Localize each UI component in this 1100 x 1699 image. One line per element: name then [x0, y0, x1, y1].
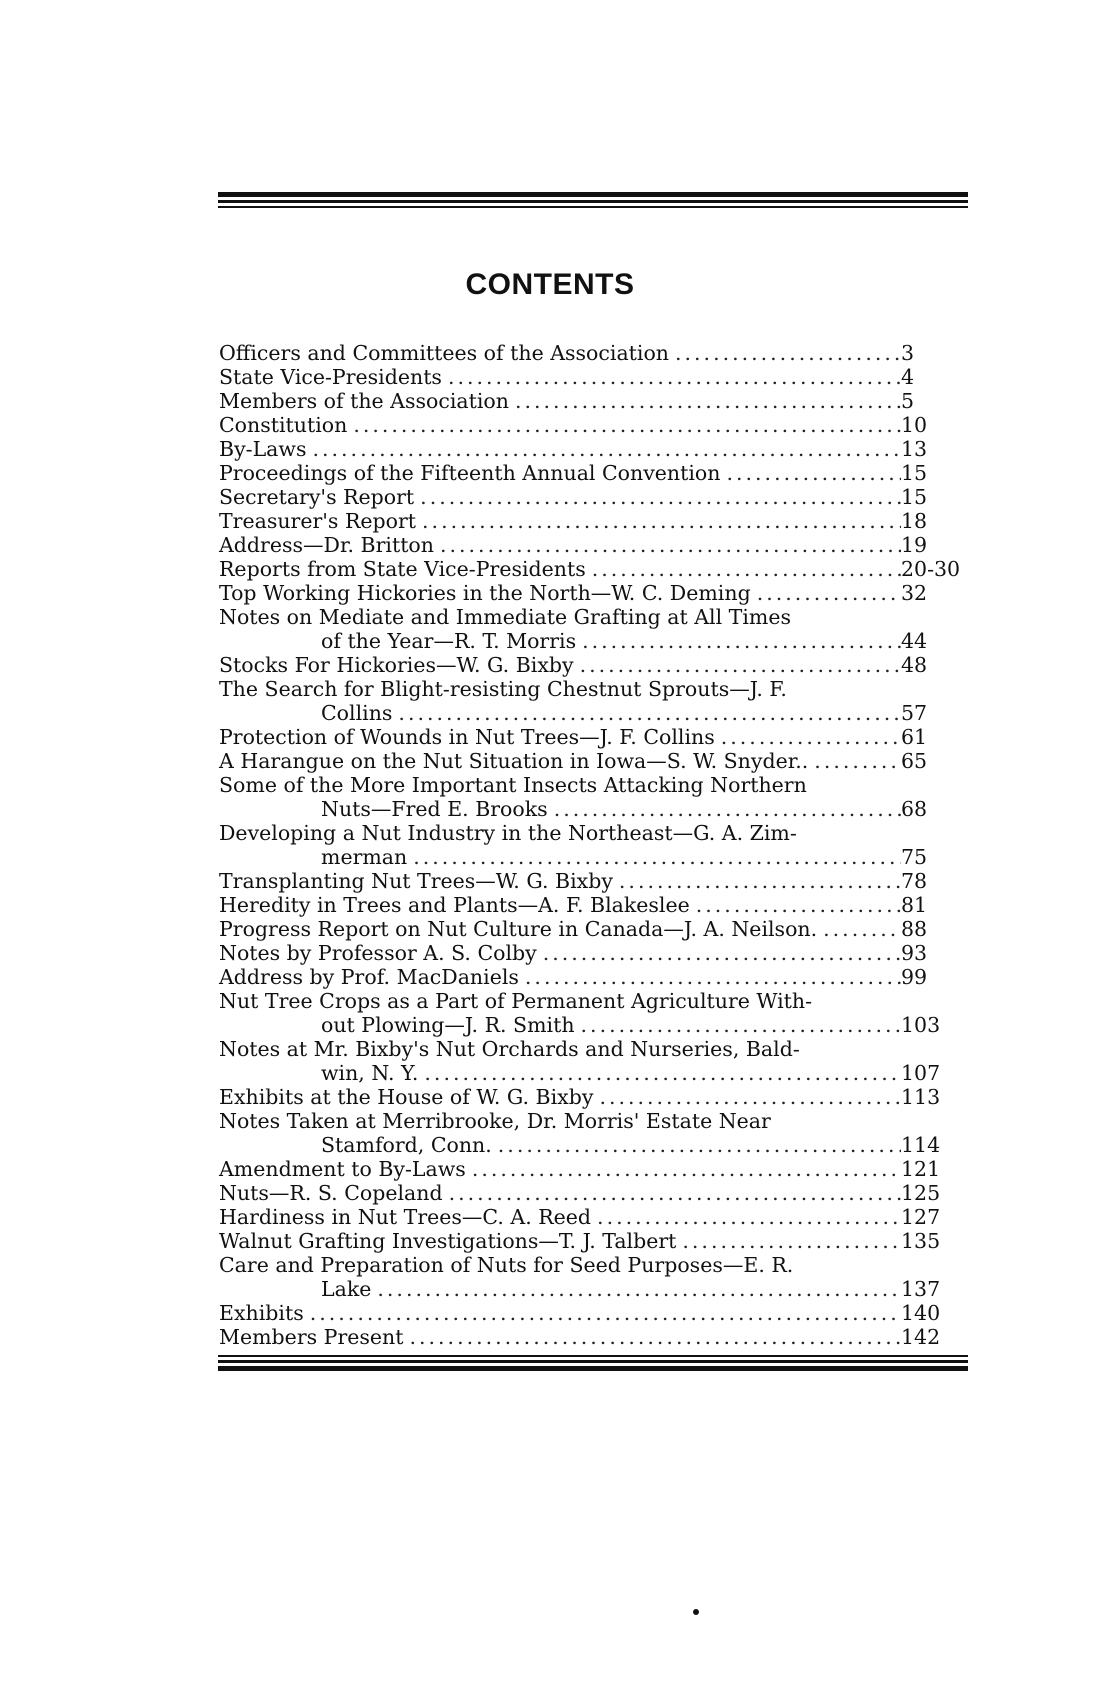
toc-entry	[219, 725, 967, 749]
toc-entry	[219, 605, 967, 653]
toc-entry-title: Officers and Committees of the Association	[219, 341, 669, 365]
dot-leader	[823, 917, 901, 941]
toc-page-number: 140	[901, 1301, 941, 1325]
toc-entry	[219, 581, 967, 605]
dot-leader	[398, 701, 901, 725]
toc-page-number: 3	[901, 341, 915, 365]
toc-entry-title: Developing a Nut Industry in the Northeast—G. A. Zim-	[219, 821, 797, 845]
toc-entry-title: Notes by Professor A. S. Colby	[219, 941, 537, 965]
dot-leader	[599, 1085, 901, 1109]
toc-entry-title: Transplanting Nut Trees—W. G. Bixby	[219, 869, 613, 893]
dot-leader	[422, 509, 901, 533]
toc-page-number: 61	[901, 725, 928, 749]
rule-line	[218, 192, 968, 197]
toc-entry	[219, 1085, 967, 1109]
dot-leader	[515, 389, 901, 413]
toc-entry-title: Nuts—R. S. Copeland	[219, 1181, 443, 1205]
toc-entry-title: Stocks For Hickories—W. G. Bixby	[219, 653, 574, 677]
toc-page-number: 48	[901, 653, 928, 677]
dot-leader	[440, 533, 901, 557]
table-of-contents	[219, 341, 967, 1349]
toc-entry-title: Notes Taken at Merribrooke, Dr. Morris' Estate Near	[219, 1109, 771, 1133]
toc-entry-title: Nut Tree Crops as a Part of Permanent Agriculture With-	[219, 989, 813, 1013]
toc-page-number: 78	[901, 869, 928, 893]
dot-leader	[580, 653, 901, 677]
rule-line	[218, 1355, 968, 1357]
dot-leader	[543, 941, 901, 965]
toc-entry	[219, 461, 967, 485]
dot-leader	[413, 845, 901, 869]
toc-page-number: 93	[901, 941, 928, 965]
dot-leader	[353, 413, 901, 437]
toc-entry-title: Top Working Hickories in the North—W. C. Deming	[219, 581, 751, 605]
dot-leader	[675, 341, 901, 365]
toc-entry	[219, 485, 967, 509]
toc-entry-title: Notes at Mr. Bixby's Nut Orchards and Nurseries, Bald-	[219, 1037, 800, 1061]
dot-leader	[312, 437, 901, 461]
toc-entry	[219, 941, 967, 965]
toc-entry	[219, 509, 967, 533]
dot-leader	[619, 869, 901, 893]
toc-entry-title: Hardiness in Nut Trees—C. A. Reed	[219, 1205, 592, 1229]
toc-entry	[219, 389, 967, 413]
toc-page-number: 10	[901, 413, 928, 437]
dot-leader	[682, 1229, 901, 1253]
toc-entry	[219, 1109, 967, 1157]
toc-entry	[219, 653, 967, 677]
toc-page-number: 88	[901, 917, 928, 941]
toc-entry	[219, 965, 967, 989]
dot-leader	[597, 1205, 901, 1229]
rule-line	[218, 1360, 968, 1363]
toc-page-number: 15	[901, 461, 928, 485]
toc-entry-title: Secretary's Report	[219, 485, 415, 509]
toc-entry-title: win, N. Y.	[321, 1061, 419, 1085]
dot-leader	[726, 461, 901, 485]
toc-entry-title: Collins	[321, 701, 393, 725]
toc-entry-title: Lake	[321, 1277, 372, 1301]
toc-entry-title: Heredity in Trees and Plants—A. F. Blakeslee	[219, 893, 690, 917]
toc-entry	[219, 893, 967, 917]
toc-page-number: 125	[901, 1181, 941, 1205]
toc-page-number: 75	[901, 845, 928, 869]
toc-entry-title: Address by Prof. MacDaniels	[219, 965, 519, 989]
toc-entry-title: merman	[321, 845, 408, 869]
toc-entry-title: Care and Preparation of Nuts for Seed Purposes—E. R.	[219, 1253, 794, 1277]
toc-entry	[219, 677, 967, 725]
toc-page-number: 99	[901, 965, 928, 989]
toc-entry-title: Notes on Mediate and Immediate Grafting at All Times	[219, 605, 791, 629]
toc-entry	[219, 437, 967, 461]
dot-leader	[449, 1181, 901, 1205]
dot-leader	[757, 581, 901, 605]
toc-entry	[219, 413, 967, 437]
toc-entry-title: of the Year—R. T. Morris	[321, 629, 577, 653]
toc-entry	[219, 1325, 967, 1349]
toc-entry	[219, 773, 967, 821]
toc-entry-title: Constitution	[219, 413, 348, 437]
toc-entry-title: Reports from State Vice-Presidents	[219, 557, 586, 581]
toc-entry-title: The Search for Blight-resisting Chestnut Sprouts—J. F.	[219, 677, 787, 701]
toc-entry-title: Treasurer's Report	[219, 509, 417, 533]
toc-entry	[219, 1229, 967, 1253]
rule-line	[218, 206, 968, 208]
toc-entry-title: Nuts—Fred E. Brooks	[321, 797, 548, 821]
toc-page-number: 81	[901, 893, 928, 917]
dot-leader	[814, 749, 901, 773]
dot-leader	[721, 725, 901, 749]
toc-entry-title: Progress Report on Nut Culture in Canada—J. A. Neilson.	[219, 917, 818, 941]
dot-leader	[448, 365, 901, 389]
rule-line	[218, 1366, 968, 1371]
toc-entry	[219, 869, 967, 893]
dot-leader	[472, 1157, 901, 1181]
toc-entry-title: Proceedings of the Fifteenth Annual Convention	[219, 461, 721, 485]
toc-entry-title: A Harangue on the Nut Situation in Iowa—S. W. Snyder..	[219, 749, 809, 773]
dot-leader	[581, 1013, 901, 1037]
toc-entry-title: Members Present	[219, 1325, 404, 1349]
toc-page-number: 15	[901, 485, 928, 509]
toc-entry	[219, 749, 967, 773]
toc-entry-title: out Plowing—J. R. Smith	[321, 1013, 575, 1037]
toc-entry-title: Address—Dr. Britton	[219, 533, 434, 557]
toc-page-number: 142	[901, 1325, 941, 1349]
toc-page-number: 44	[901, 629, 928, 653]
dot-leader	[409, 1325, 901, 1349]
toc-entry-title: Protection of Wounds in Nut Trees—J. F. Collins	[219, 725, 715, 749]
toc-entry	[219, 365, 967, 389]
dot-leader	[525, 965, 901, 989]
dot-leader	[420, 485, 901, 509]
toc-entry-title: Exhibits at the House of W. G. Bixby	[219, 1085, 594, 1109]
toc-entry	[219, 1037, 967, 1085]
toc-entry-title: Walnut Grafting Investigations—T. J. Talbert	[219, 1229, 677, 1253]
toc-page-number: 13	[901, 437, 928, 461]
dot-leader	[498, 1133, 901, 1157]
toc-entry	[219, 341, 967, 365]
toc-page-number: 127	[901, 1205, 941, 1229]
toc-entry-title: Exhibits	[219, 1301, 304, 1325]
dot-leader	[582, 629, 901, 653]
toc-entry-title: Stamford, Conn.	[321, 1133, 492, 1157]
toc-page-number: 68	[901, 797, 928, 821]
toc-entry-title: By-Laws	[219, 437, 307, 461]
toc-entry-title: Members of the Association	[219, 389, 509, 413]
toc-page-number: 18	[901, 509, 928, 533]
toc-page-number: 103	[901, 1013, 941, 1037]
toc-page-number: 57	[901, 701, 928, 725]
toc-entry	[219, 557, 967, 581]
dot-leader	[696, 893, 901, 917]
toc-entry	[219, 989, 967, 1037]
toc-entry-title: Amendment to By-Laws	[219, 1157, 466, 1181]
toc-entry	[219, 1253, 967, 1301]
toc-page-number: 19	[901, 533, 928, 557]
bottom-rule-group	[218, 1355, 968, 1371]
dot-leader	[592, 557, 901, 581]
toc-page-number: 135	[901, 1229, 941, 1253]
decorative-dot	[693, 1609, 699, 1615]
toc-entry	[219, 1205, 967, 1229]
dot-leader	[554, 797, 901, 821]
toc-page-number: 5	[901, 389, 915, 413]
toc-page-number: 4	[901, 365, 915, 389]
page-title: CONTENTS	[465, 268, 635, 301]
dot-leader	[424, 1061, 901, 1085]
toc-page-number: 113	[901, 1085, 941, 1109]
toc-page-number: 32	[901, 581, 928, 605]
toc-entry	[219, 533, 967, 557]
toc-entry	[219, 1157, 967, 1181]
toc-entry	[219, 1301, 967, 1325]
toc-page-number: 107	[901, 1061, 941, 1085]
top-rule-group	[218, 192, 968, 208]
dot-leader	[377, 1277, 901, 1301]
toc-entry	[219, 821, 967, 869]
toc-page-number: 137	[901, 1277, 941, 1301]
toc-entry	[219, 917, 967, 941]
toc-page-number: 20-30	[901, 557, 961, 581]
toc-page-number: 114	[901, 1133, 941, 1157]
dot-leader	[310, 1301, 901, 1325]
rule-line	[218, 200, 968, 203]
toc-page-number: 65	[901, 749, 928, 773]
toc-entry-title: Some of the More Important Insects Attacking Northern	[219, 773, 807, 797]
toc-page-number: 121	[901, 1157, 941, 1181]
toc-entry-title: State Vice-Presidents	[219, 365, 442, 389]
toc-entry	[219, 1181, 967, 1205]
